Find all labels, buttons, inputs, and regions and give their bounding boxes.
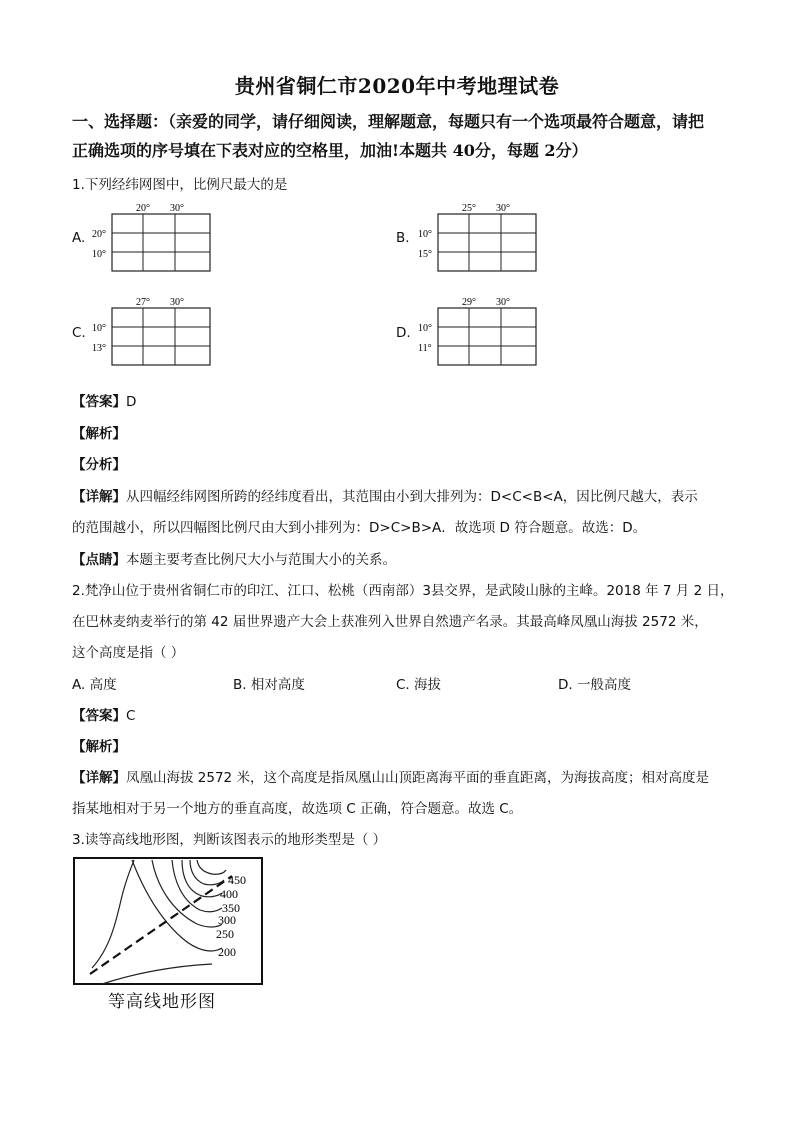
- detail-text: 从四幅经纬网图所跨的经纬度看出，其范围由小到大排列为：D<C<B<A，因比例尺越大，表示: [126, 489, 698, 505]
- answer-tag: 【答案】: [72, 708, 126, 724]
- q1-stem: 1.下列经纬网图中，比例尺最大的是: [72, 177, 288, 193]
- lat-label: 10°: [418, 229, 432, 240]
- lon-label: 30°: [170, 297, 184, 308]
- lon-label: 25°: [462, 203, 476, 214]
- q2-detail-line2: 指某地相对于另一个地方的垂直高度，故选项 C 正确，符合题意。故选 C。: [72, 801, 523, 817]
- q1-analysis-tag: [72, 422, 126, 442]
- section-heading-line1: 一、选择题：（亲爱的同学，请仔细阅读，理解题意，每题只有一个选项最符合题意，请把: [72, 112, 705, 131]
- q1-option-c-letter: C.: [72, 325, 86, 341]
- contour-label: 400: [220, 887, 238, 901]
- q3-stem: 3.读等高线地形图，判断该图表示的地形类型是（ ）: [72, 832, 387, 848]
- q1-option-d-letter: D.: [396, 325, 411, 341]
- contour-label: 450: [228, 873, 246, 887]
- lat-label: 15°: [418, 249, 432, 260]
- lat-label: 20°: [92, 229, 106, 240]
- point-text: 本题主要考查比例尺大小与范围大小的关系。: [126, 552, 396, 568]
- lon-label: 27°: [136, 297, 150, 308]
- contour-label: 200: [218, 945, 236, 959]
- lon-label: 29°: [462, 297, 476, 308]
- q2-stem-line2: 在巴林麦纳麦举行的第 42 届世界遗产大会上获准列入世界自然遗产名录。其最高峰凤凰山海拔 2572 米，: [72, 614, 708, 630]
- q1-option-b-grid: [414, 200, 544, 284]
- lat-label: 10°: [418, 323, 432, 334]
- contour-map-caption: 等高线地形图: [108, 992, 216, 1012]
- q2-option-b: B. 相对高度: [233, 677, 305, 693]
- answer-tag: 【答案】: [72, 394, 126, 410]
- contour-label: 350: [222, 901, 240, 915]
- q2-detail-line1: [72, 766, 709, 786]
- lon-label: 30°: [170, 203, 184, 214]
- q2-analysis-tag: [72, 735, 126, 755]
- q1-detail-line1: [72, 485, 698, 505]
- page-title: 贵州省铜仁市2020年中考地理试卷: [234, 74, 560, 98]
- fenxi-tag: 【分析】: [72, 457, 126, 473]
- q2-stem-line3: 这个高度是指（ ）: [72, 645, 185, 661]
- detail-tag: 【详解】: [72, 489, 126, 505]
- q2-option-c: C. 海拔: [396, 677, 442, 693]
- q1-answer: [72, 390, 136, 410]
- q2-option-a: A. 高度: [72, 677, 117, 693]
- answer-value: D: [126, 394, 137, 410]
- lon-label: 20°: [136, 203, 150, 214]
- q2-answer: [72, 704, 135, 724]
- q1-option-a-letter: A.: [72, 230, 86, 246]
- analysis-tag: 【解析】: [72, 426, 126, 442]
- q1-option-a-grid: [88, 200, 218, 284]
- answer-value: C: [126, 708, 136, 724]
- contour-label: 300: [218, 913, 236, 927]
- q1-detail-line2: 的范围越小，所以四幅图比例尺由大到小排列为：D>C>B>A．故选项 D 符合题意。故选：D。: [72, 520, 647, 536]
- q1-option-d-grid: [414, 294, 544, 378]
- analysis-tag: 【解析】: [72, 739, 126, 755]
- point-tag: 【点睛】: [72, 552, 126, 568]
- lon-label: 30°: [496, 203, 510, 214]
- lat-label: 10°: [92, 249, 106, 260]
- lat-label: 10°: [92, 323, 106, 334]
- detail-tag: 【详解】: [72, 770, 126, 786]
- lat-label: 11°: [418, 343, 432, 354]
- q2-stem-line1: 2.梵净山位于贵州省铜仁市的印江、江口、松桃（西南部）3县交界，是武陵山脉的主峰。2018 年 7 月 2 日，: [72, 583, 734, 599]
- q1-option-b-letter: B.: [396, 230, 410, 246]
- contour-label: 250: [216, 927, 234, 941]
- lat-label: 13°: [92, 343, 106, 354]
- q1-option-c-grid: [88, 294, 218, 378]
- q1-point: [72, 548, 396, 568]
- q2-option-d: D. 一般高度: [558, 677, 631, 693]
- detail-text: 凤凰山海拔 2572 米，这个高度是指凤凰山山顶距离海平面的垂直距离，为海拔高度；相对高度是: [126, 770, 709, 786]
- lon-label: 30°: [496, 297, 510, 308]
- q1-fenxi-tag: [72, 453, 126, 473]
- section-heading-line2: 正确选项的序号填在下表对应的空格里，加油!本题共 40分，每题 2分）: [72, 141, 588, 160]
